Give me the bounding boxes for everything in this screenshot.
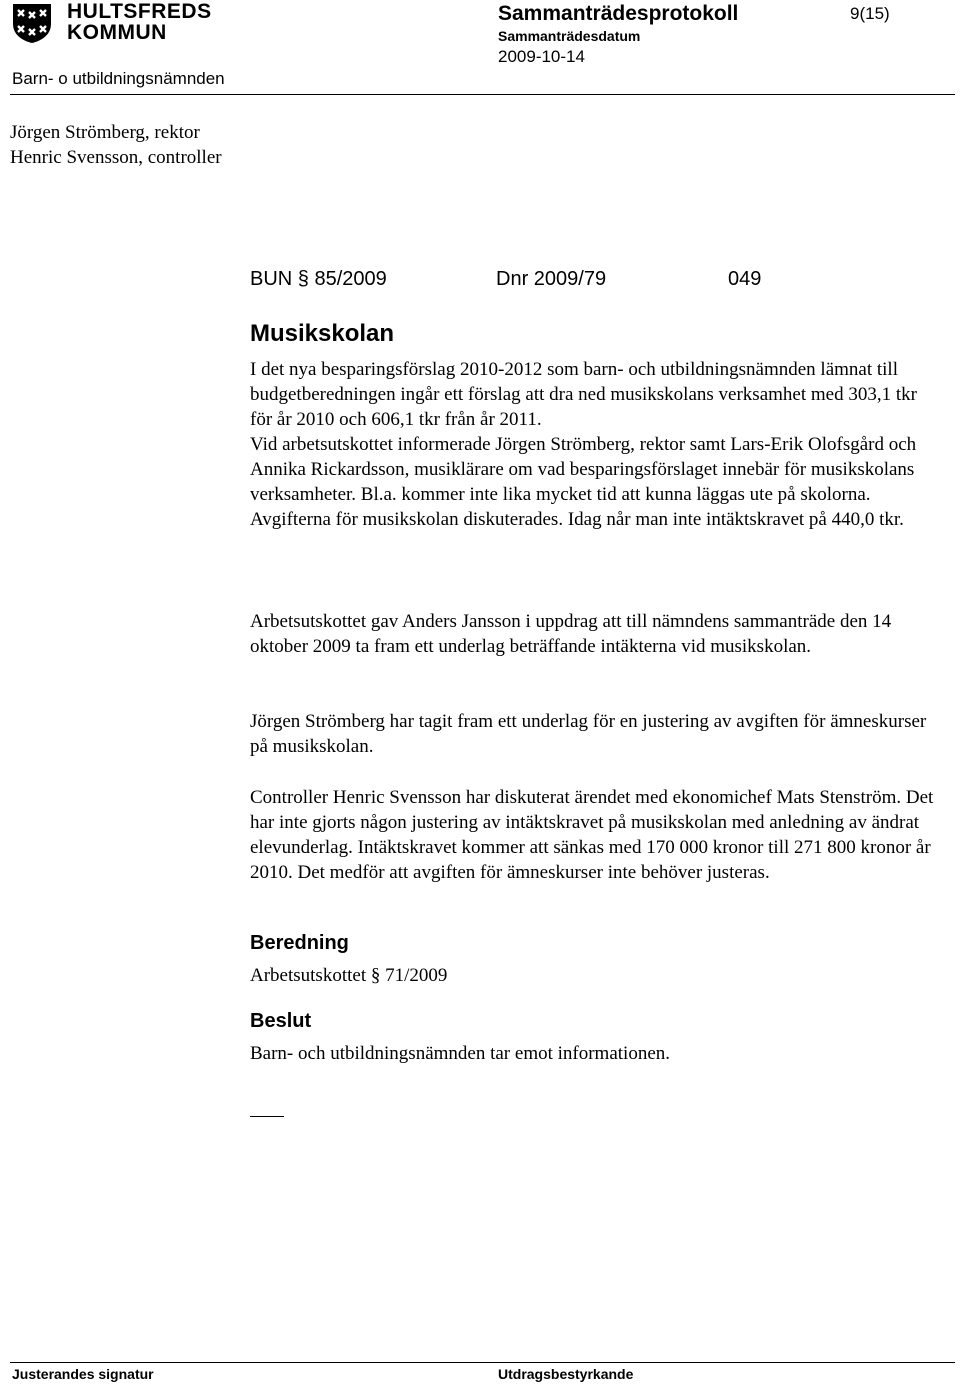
body-paragraph (250, 785, 940, 885)
logo-line2: KOMMUN (67, 21, 167, 44)
body-paragraph (250, 709, 940, 759)
body-paragraph (250, 609, 940, 659)
paragraph-text: I det nya besparingsförslag 2010-2012 som barn- och utbildningsnämnden lämnat till budgetberedningen ingår ett förslag att dra ned musikskolans verksamhet med 303,1 tkr för år 2010 och 606,1 tkr från år 2011. Vid arbetsutskottet informerade Jörgen Strömberg, rektor samt Lars-Erik Olofsgård och Annika Rickardsson, musiklärare om vad besparingsförslaget innebär för musikskolans verksamheter. Bl.a. kommer inte lika mycket tid att kunna läggas ute på skolorna. Avgifterna för musikskolan diskuterades. Idag når man inte intäktskravet på 440,0 tkr. (250, 359, 917, 530)
section-title: Musikskolan (250, 320, 395, 347)
municipality-logo (10, 0, 212, 46)
beslut-text: Barn- och utbildningsnämnden tar emot informationen. (250, 1043, 671, 1064)
case-code: 049 (728, 268, 762, 290)
certification-label: Utdragsbestyrkande (498, 1366, 634, 1382)
beredning-heading: Beredning (250, 932, 349, 954)
beslut-heading: Beslut (250, 1010, 312, 1032)
paragraph-number: BUN § 85/2009 (250, 268, 387, 290)
meeting-date-label: Sammanträdesdatum (498, 28, 641, 44)
footer-divider (10, 1362, 955, 1363)
paragraph-text: Arbetsutskottet gav Anders Jansson i uppdrag att till nämndens sammanträde den 14 oktober 2009 ta fram ett underlag beträffande intäkterna vid musikskolan. (250, 611, 892, 657)
diary-number: Dnr 2009/79 (496, 268, 607, 290)
paragraph-text: Jörgen Strömberg har tagit fram ett underlag för en justering av avgiften för ämneskurser på musikskolan. (250, 711, 927, 757)
page-number: 9(15) (850, 4, 890, 23)
attendee: Henric Svensson, controller (10, 147, 222, 168)
body-paragraph (250, 357, 940, 532)
header-divider (10, 94, 955, 95)
attendee: Jörgen Strömberg, rektor (10, 122, 200, 143)
logo-line1: HULTSFREDS (67, 0, 212, 23)
meeting-date: 2009-10-14 (498, 47, 585, 66)
signature-label: Justerandes signatur (12, 1366, 154, 1382)
paragraph-text: Controller Henric Svensson har diskuterat ärendet med ekonomichef Mats Stenström. Det har inte gjorts någon justering av intäktskravet på musikskolan med anledning av ändrat elevunderlag. Intäktskravet kommer att sänkas med 170 000 kronor till 271 800 kronor år 2010. Det medför att avgiften för ämneskurser inte behöver justeras. (250, 787, 934, 883)
committee-name: Barn- o utbildningsnämnden (12, 69, 225, 88)
coat-of-arms-icon (10, 2, 54, 44)
end-divider (250, 1116, 284, 1117)
document-title: Sammanträdesprotokoll (498, 2, 739, 25)
beredning-text: Arbetsutskottet § 71/2009 (250, 965, 448, 986)
